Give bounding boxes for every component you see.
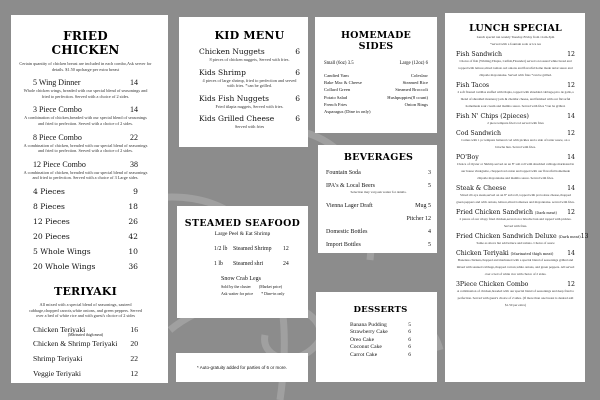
item-name-text: 8 Piece Combo: [33, 132, 82, 142]
item-row: [456, 113, 575, 120]
item-description: Fried tilapia nuggets, Served with fries.: [215, 103, 284, 109]
item-name-text: Fish Tacos: [456, 82, 490, 89]
item-price: 12: [567, 51, 575, 58]
crab-note: Ask waiter for price: [221, 291, 254, 296]
item-price: 14: [567, 113, 575, 120]
menu-item: [456, 209, 575, 230]
item-price: 6: [408, 351, 411, 358]
item-row: [33, 160, 138, 169]
desserts-panel: [316, 292, 437, 382]
item-description: Choice of fish (Whiting,Tilapia, Catfish,Flounder) served on toasted white bread and topped with lettuce,sliced tomato red onions and flavorful home made tartar sauce and chipotle mayonnaise. Served with fries *can be grilled.: [458, 59, 573, 77]
menu-item: [456, 250, 575, 278]
item-price: 36: [128, 261, 138, 271]
item-name: [199, 68, 246, 77]
item-name-text: Fried Chicken Sandwich Deluxe: [456, 233, 557, 240]
menu-item: [33, 262, 138, 271]
item-name: [33, 247, 91, 256]
item-name: [350, 352, 377, 359]
item-name-text: 20 Pieces: [33, 231, 70, 241]
item-name: [33, 339, 117, 348]
lunch-drink-note: *served with a fountain soda or ice tea: [490, 42, 541, 46]
item-description: Choice of Oyster or Shrimp served on an 8" sub roll with shredded cabbage marinated in our house vinaigrette, chopped red onion and topped with our flavorful homemade chipotle mayonnaise and mambo sauce. Served with fries.: [456, 162, 575, 180]
item-name: [350, 329, 388, 336]
item-description: A combination of chicken,breaded with our special blend of seasonings and fried to perfection. Served with a choice of 2 sides.: [24, 115, 147, 126]
menu-item: [199, 94, 300, 110]
item-name-text: Coconut Cake: [350, 344, 382, 351]
item-name-text: Chicken Nuggets: [199, 47, 265, 56]
item-row: [33, 217, 138, 226]
item-name: [456, 281, 528, 288]
item-name: [199, 47, 265, 56]
item-name-text: Carrot Cake: [350, 351, 378, 358]
item-price: 6: [408, 344, 411, 351]
item-row: [456, 154, 575, 161]
qty: 1/2 lb: [214, 246, 228, 252]
menu-item: [23, 159, 148, 181]
item-description: Whole chicken wings, breaded with our special blend of seasonings and fried to perfection. Served with a choice of 2 sides.: [23, 88, 148, 99]
item-note: (Marinated thigh meat): [67, 332, 104, 337]
menu-item: [326, 183, 431, 189]
item-description: 4 pieces of large shrimp, fried to perfection and served with fries. *can be grilled.: [202, 77, 297, 89]
menu-item: [23, 78, 148, 99]
menu-item: [199, 47, 300, 63]
item-row: [33, 78, 138, 87]
side-item: French Fries: [324, 101, 348, 107]
item-row: [33, 202, 138, 211]
lunch-title: LUNCH SPECIAL: [469, 23, 562, 34]
side-item: Collard Green: [324, 87, 351, 93]
item-tag: (Dark meat): [558, 235, 581, 239]
item-name: [33, 369, 81, 378]
menu-item: [456, 130, 575, 151]
small-size-price: Small (6oz) 3.5: [324, 61, 354, 66]
menu-item: [326, 242, 431, 248]
item-name-text: PO'Boy: [456, 154, 479, 161]
gratuity-note: * Auto-gratuity added for parties of 6 or more.: [176, 353, 308, 382]
sides-title: HOMEMADE SIDES: [341, 30, 411, 52]
steamed-seafood-title: STEAMED SEAFOOD: [184, 218, 301, 229]
price: 5: [428, 241, 431, 248]
item-row: [33, 354, 138, 363]
item-name: [456, 209, 557, 216]
item-name-text: Fish N' Chips (2pieces): [456, 113, 529, 120]
kid-menu-panel: [179, 17, 308, 147]
crab-name: Snow Crab Legs: [221, 276, 261, 282]
item-name: [456, 250, 553, 257]
side-item: Hushpuppies(8 count): [387, 94, 428, 100]
item-price: 18: [128, 201, 138, 211]
item-price: 6: [295, 47, 300, 56]
beverages-panel: [318, 145, 437, 253]
item-price: 38: [130, 159, 138, 169]
item-name: [456, 130, 501, 137]
item-name: [33, 232, 70, 241]
lunch-special-panel: [445, 13, 589, 382]
price: 24: [283, 261, 289, 267]
item-name: [456, 51, 502, 58]
crab-dine-in-note: * Dine-in only: [261, 291, 285, 296]
item-row: [350, 329, 411, 336]
item-description: Boneless chicken,chopped and marinated with a special blend of seasonings grilled and mixed with sauteed cabbage,chopped carrots,white onions, and green peppers. All served over a bed of white rice with choice of 2 sides.: [456, 258, 575, 276]
item-name-text: 12 Pieces: [33, 216, 70, 226]
item-name: [456, 185, 506, 192]
menu-item: [33, 217, 138, 226]
item-price: 22: [130, 353, 138, 363]
item-name: [350, 337, 374, 344]
item-row: [33, 133, 138, 142]
item-name: [350, 344, 382, 351]
large-size-price: Large (12oz) 6: [399, 61, 428, 66]
item-price: 6: [408, 329, 411, 336]
item-row: [33, 339, 138, 348]
menu-item: [350, 322, 411, 329]
item-name-text: Veggie Teriyaki: [33, 368, 82, 378]
menu-item: [326, 170, 431, 176]
menu-item: [456, 281, 575, 309]
item-row: [350, 344, 411, 351]
item-row: [33, 262, 138, 271]
item-row: [456, 209, 575, 216]
lunch-hours: Lunch special run weekly Tuesday-Friday from 11am-3pm: [476, 35, 555, 39]
item-name: Fountain Soda: [326, 170, 361, 176]
price: 3: [428, 170, 431, 176]
item-description: 8 pieces of chicken nuggets, Served with fries.: [209, 57, 290, 62]
item-name: Domestic Bottles: [326, 228, 368, 235]
item-price: 14: [130, 78, 138, 88]
item-row: [456, 51, 575, 58]
seafood-row: [177, 261, 308, 267]
item-row: [456, 281, 575, 288]
item-name: [33, 105, 82, 114]
item-row: [33, 247, 138, 256]
item-name-text: Chicken & Shrimp Teriyaki: [33, 338, 118, 348]
item-row: [456, 185, 575, 192]
menu-item: [33, 187, 138, 196]
item-tag: (Dark meat): [534, 211, 557, 215]
menu-item: [350, 344, 411, 351]
item-price: 5: [408, 322, 411, 328]
item-row: [456, 130, 575, 137]
item-price: 9: [133, 186, 138, 196]
item-price: 10: [128, 246, 138, 256]
menu-item: [33, 339, 138, 348]
fried-chicken-intro: Certain quantity of chicken breast are included in each combo,Ask server for details. $1.50 upcharge per extra breast: [19, 61, 152, 72]
side-item: Bake Mac & Cheese: [324, 80, 362, 86]
menu-item: [350, 329, 411, 336]
item-price: 12: [567, 209, 575, 216]
seafood-row: [177, 246, 308, 252]
item-description: 2 soft floured tortillas stuffed with tilapia, topped with shredded cabbage,pico de gallo,a blend of shredded monterey jack & cheddar cheese, and finished with our flavorful homemade sour cream and mambo sauce. Served with fries *can be grilled.: [457, 90, 574, 108]
item-row: [199, 114, 300, 123]
menu-item: [199, 114, 300, 130]
side-item: Candied Yam: [324, 73, 349, 78]
item-name-text: Kids Grilled Cheese: [199, 114, 275, 124]
item-row: [199, 94, 300, 103]
beverages-title: BEVERAGES: [343, 152, 414, 163]
menu-item: [199, 68, 300, 89]
snow-crab-section: [177, 276, 308, 296]
fried-chicken-panel: [11, 15, 168, 383]
price: 4: [428, 228, 431, 235]
item-description: A combination of chicken, breaded with our special blend of seasonings and fried to perfection. Served with a choice of 3 Large sides.: [23, 169, 148, 181]
seafood-subtitle: Large Peel & Eat Shrimp: [214, 231, 271, 237]
side-item: Steamed Rice: [402, 80, 428, 86]
item-description: 2 pieces of our crispy fried chicken,served on a brioche bun and topped with pickles. Served with fries.: [459, 217, 572, 228]
menu-item: [33, 202, 138, 211]
menu-item: [24, 105, 147, 126]
item-name-text: 3Piece Chicken Combo: [456, 281, 529, 288]
side-item: Coleslaw: [410, 73, 428, 78]
item-price: 12: [567, 82, 575, 89]
item-name-text: 8 Pieces: [33, 201, 65, 211]
item-name-text: Fried Chicken Sandwich: [456, 209, 533, 216]
item-price: 20: [130, 338, 138, 348]
item-name-text: Strawberry Cake: [350, 329, 388, 336]
fried-chicken-title: FRIED CHICKEN: [51, 29, 120, 57]
item-description: Served with fries: [234, 124, 265, 130]
item-name-text: Fish Sandwich: [456, 51, 502, 58]
item-name-text: 20 Whole Wings: [33, 261, 96, 271]
menu-item: [350, 337, 411, 344]
item-description: Same as above but add lettuce and tomato. Choice of sauce: [476, 241, 555, 245]
item-price: 12: [130, 368, 138, 378]
item-description: 2 piece tempura fried cod served with fries: [487, 121, 544, 125]
menu-item: [456, 82, 575, 110]
menu-item: [456, 185, 575, 206]
item-row: [199, 47, 300, 56]
item-row: [456, 233, 589, 240]
item-description: Comes with 1 pc tempura battered cod with pickles and a side of tartar sauce, on a brioche bun. Served with fries.: [461, 138, 570, 149]
item-name: [33, 202, 65, 211]
menu-item: [326, 229, 431, 235]
item-name-text: 4 Pieces: [33, 186, 65, 196]
item-name: [33, 262, 95, 271]
price: Mug 5: [415, 202, 431, 209]
item-name: Import Bottles: [326, 241, 361, 248]
kid-menu-title: KID MENU: [214, 29, 285, 42]
item-price: 12: [567, 281, 575, 288]
side-item: Onion Rings: [404, 101, 428, 107]
item-name: IPA's & Local Beers: [326, 183, 376, 189]
item-row: [33, 232, 138, 241]
item-price: 14: [130, 105, 138, 115]
item-name: [456, 82, 489, 89]
item-price: 16: [130, 324, 138, 334]
item-row: [33, 369, 138, 378]
price: 12: [283, 246, 289, 252]
item-price: 14: [567, 154, 575, 161]
side-item: Potato Salad: [324, 94, 348, 100]
item-name-text: 12 Piece Combo: [33, 159, 86, 169]
menu-item: [33, 369, 138, 378]
menu-item: [23, 132, 148, 154]
item-name-text: 5 Wing Dinner: [33, 78, 81, 88]
item-price: 14: [567, 250, 575, 257]
item-price: 6: [295, 67, 300, 77]
item-price: 42: [128, 231, 138, 241]
item-name-text: Chicken Teriyaki: [33, 324, 86, 334]
homemade-sides-panel: [315, 17, 437, 133]
teriyaki-description: All mixed with a special blend of seasonings, sauteed cabbage,chopped carrots,white onions, and green peppers. Served over a bed of white rice and with guest's choice of 2 sides: [28, 301, 143, 319]
item-row: [33, 187, 138, 196]
menu-item: [456, 154, 575, 182]
item-name: [33, 217, 70, 226]
menu-item: [33, 354, 138, 363]
item-name: [456, 113, 529, 120]
item-row: [456, 82, 575, 89]
item-description: Selection may vary,ask waiter for details.: [350, 190, 407, 194]
item-price: 6: [295, 93, 300, 103]
item-name: [456, 233, 581, 240]
steamed-seafood-panel: [177, 206, 308, 318]
item-price: 14: [567, 185, 575, 192]
lunch-intro: [456, 34, 575, 48]
item-price: 13: [580, 233, 589, 240]
item-price: 6: [295, 114, 300, 124]
item-name: Steamed shri: [233, 261, 264, 267]
item-name-text: Steak & Cheese: [456, 185, 507, 192]
item-name: [33, 187, 65, 196]
pitcher-price: Pitcher 12: [406, 215, 431, 222]
side-item: Asparagus (Dine in only): [324, 109, 371, 115]
item-name: [33, 78, 81, 87]
item-row: [350, 337, 411, 344]
item-description: A combination of chicken,breaded with our special blend of seasonings and deep fried to perfection. Served with guest's choice of 2 sides. (If more than one breast is desired add $1.50 per extra): [456, 289, 575, 307]
item-price: 22: [130, 132, 138, 142]
qty: 1 lb: [214, 261, 223, 267]
item-name: [456, 154, 479, 161]
item-row: [199, 68, 300, 77]
item-name-text: Cod Sandwich: [456, 130, 501, 137]
item-name-text: Kids Shrimp: [199, 67, 246, 77]
item-row: [456, 250, 575, 257]
item-name: Steamed Shrimp: [233, 246, 272, 252]
menu-item: [456, 51, 575, 79]
item-price: 26: [128, 216, 138, 226]
item-name: [199, 114, 274, 123]
menu-item: [326, 203, 431, 209]
item-name: [350, 322, 387, 329]
menu-item: [33, 325, 138, 337]
item-row: [350, 352, 411, 359]
item-tag: (Marinated thigh meat): [510, 252, 554, 256]
item-price: 12: [567, 130, 575, 137]
item-row: [33, 105, 138, 114]
item-name: [33, 133, 82, 142]
item-name: [33, 160, 86, 169]
item-name-text: 5 Whole Wings: [33, 246, 91, 256]
menu-item: [33, 232, 138, 241]
item-name-text: Oreo Cake: [350, 336, 375, 343]
desserts-title: DESSERTS: [353, 305, 408, 315]
menu-item: [456, 113, 575, 127]
menu-item: [456, 233, 589, 247]
item-row: [350, 322, 411, 329]
menu-item: [350, 352, 411, 359]
item-name-text: Banana Pudding: [350, 322, 387, 328]
menu-item: [33, 247, 138, 256]
item-price: 6: [408, 336, 411, 343]
item-name: Vienna Lager Draft: [326, 202, 373, 209]
item-name: [199, 94, 269, 103]
item-name-text: 3 Piece Combo: [33, 105, 82, 115]
price: 5: [428, 183, 431, 189]
crab-price-note: (Market price): [258, 284, 283, 289]
teriyaki-title: TERIYAKI: [54, 284, 117, 298]
item-name-text: Shrimp Teriyaki: [33, 353, 83, 363]
item-description: A combination of chicken, breaded with our special blend of seasonings and fried to perfection. Served with a choice of 2 sides.: [23, 142, 148, 154]
side-item: Steamed Broccoli: [395, 87, 428, 93]
item-description: Sliced rib eye steak,served on an 8" sub roll, topped with provolone cheese,chopped green peppers and with onions, lettuce,sliced tomatoes and mayonnaise. served with fries.: [456, 193, 575, 204]
item-name-text: Chicken Teriyaki: [456, 250, 509, 257]
crab-note: Sold by the cluster: [221, 284, 251, 289]
item-name-text: Kids Fish Nuggets: [199, 93, 269, 103]
item-name: [33, 354, 82, 363]
